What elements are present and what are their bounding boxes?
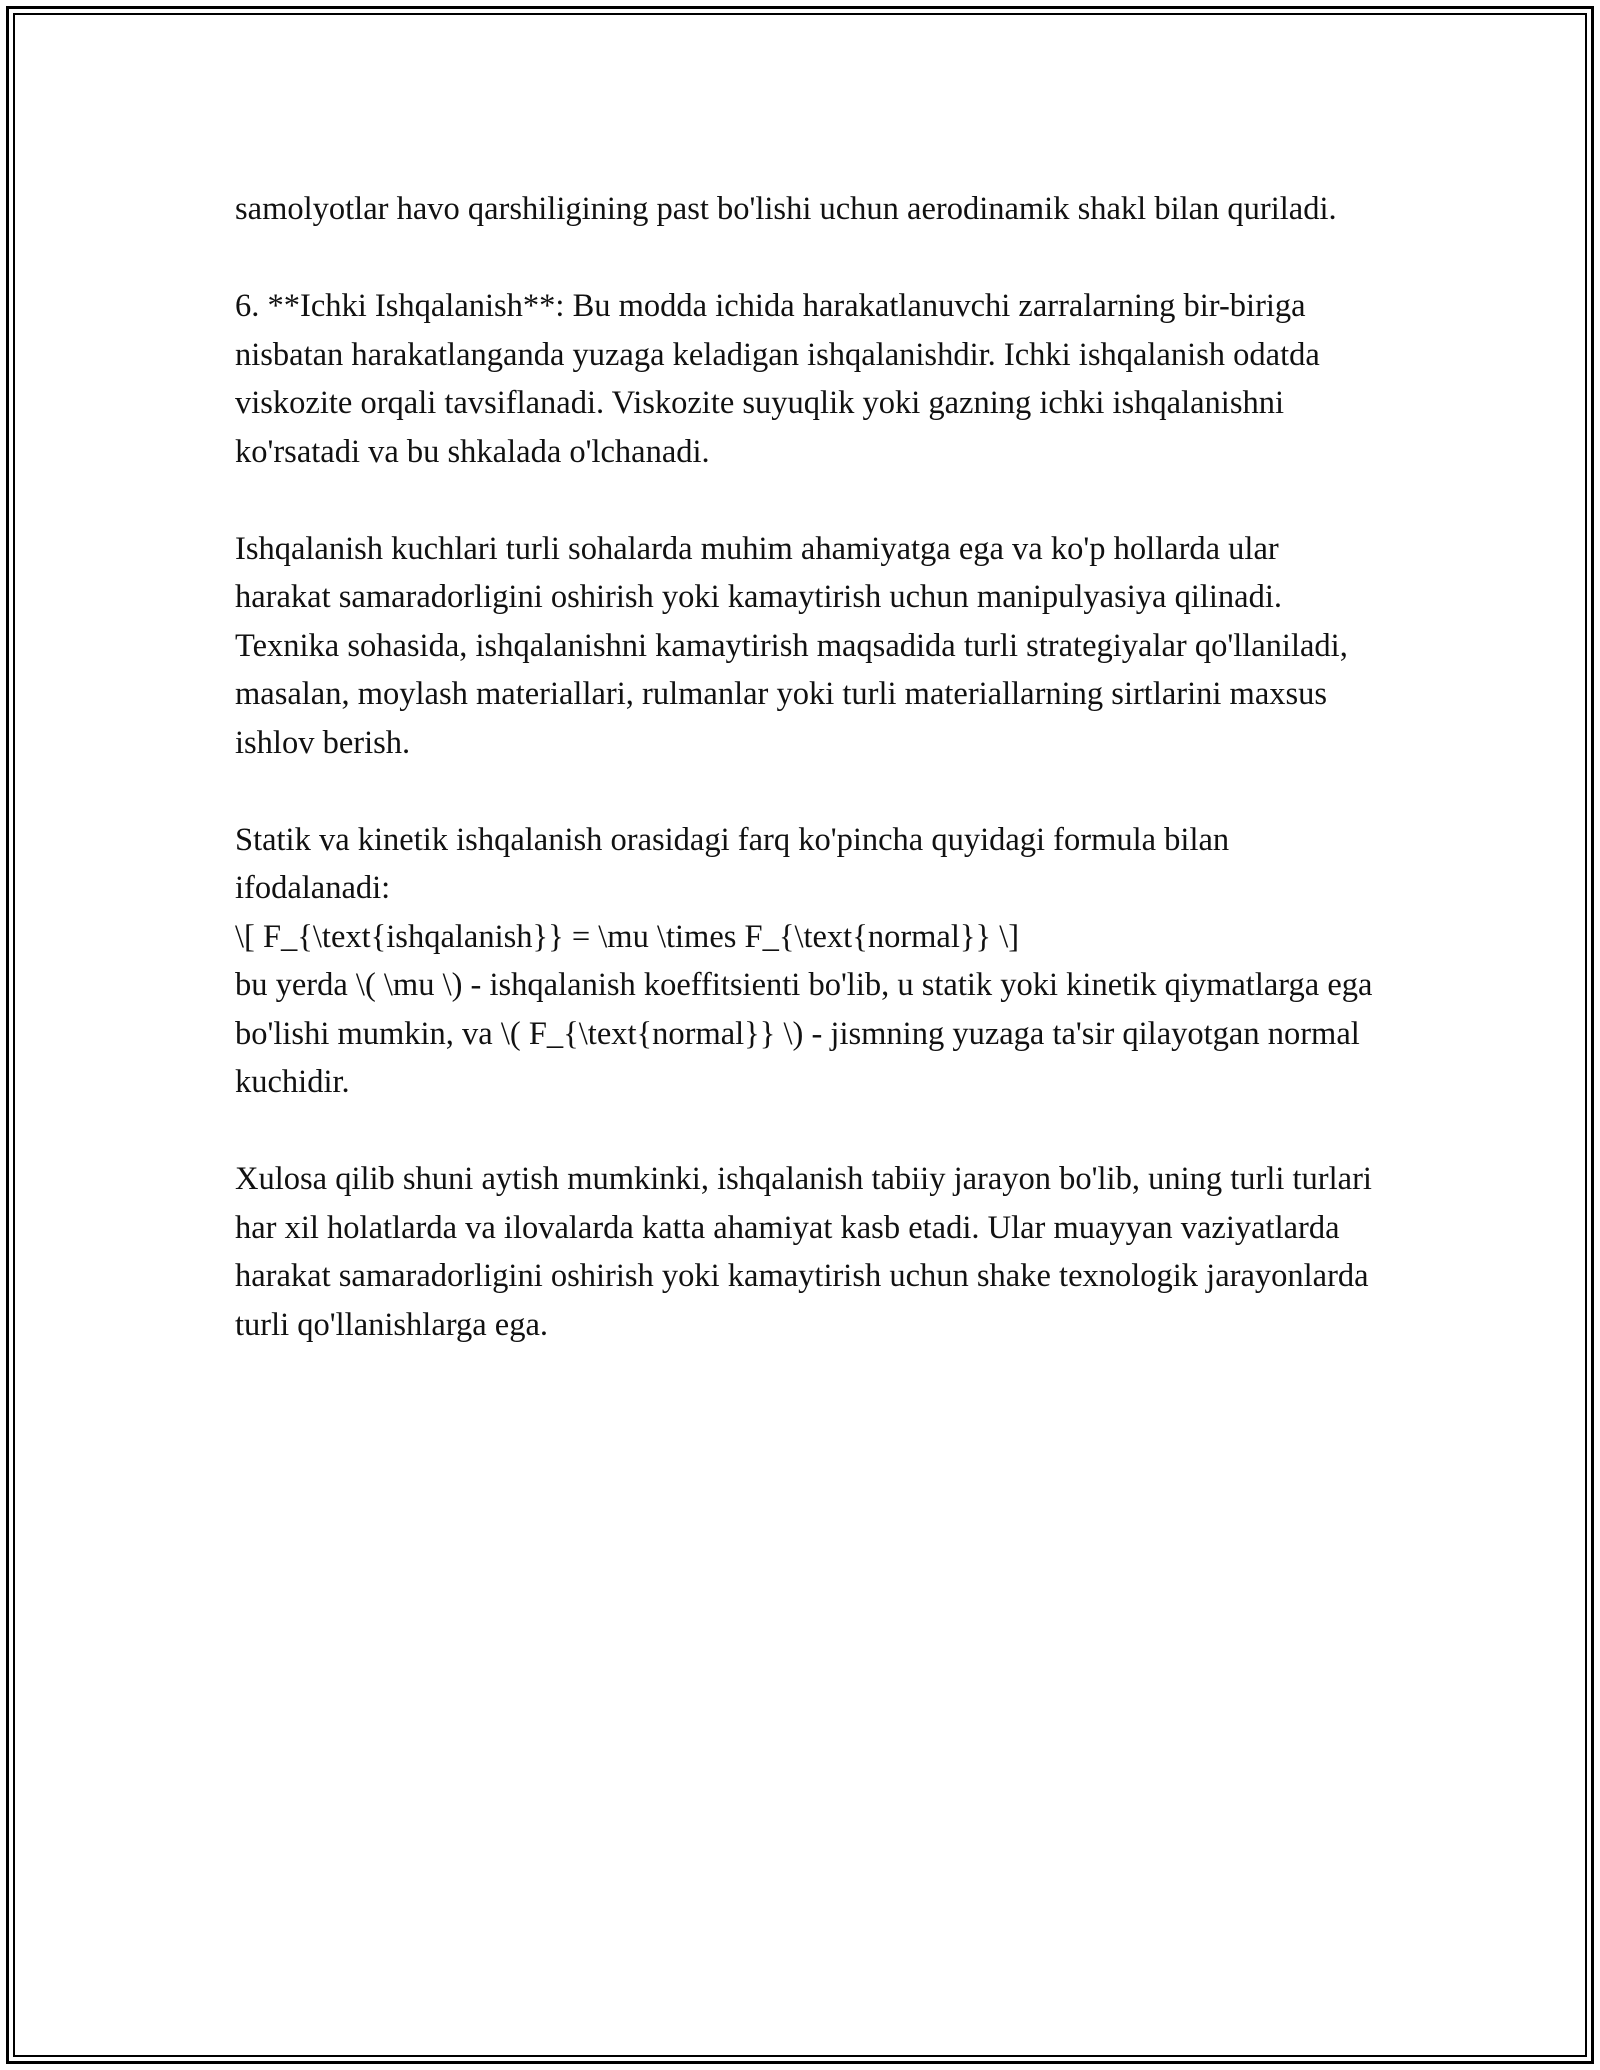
paragraph-formula-intro: Statik va kinetik ishqalanish orasidagi farq ko'pincha quyidagi formula bilan ifodalanadi: (235, 821, 1230, 906)
document-body (235, 185, 1375, 1398)
paragraph-friction-applications: Ishqalanish kuchlari turli sohalarda muhim ahamiyatga ega va ko'p hollarda ular harakat samaradorligini oshirish yoki kamaytirish uchun manipulyasiya qilinadi. Texnika sohasida, ishqalanishni kamaytirish maqsadida turli strategiyalar qo'llaniladi, masalan, moylash materiallari, rulmanlar yoki turli materiallarning sirtlarini maxsus ishlov berish. (235, 530, 1348, 761)
paragraph-conclusion: Xulosa qilib shuni aytish mumkinki, ishqalanish tabiiy jarayon bo'lib, uning turli turlari har xil holatlarda va ilovalarda katta ahamiyat kasb etadi. Ular muayyan vaziyatlarda harakat samaradorligini oshirish yoki kamaytirish uchun shake texnologik jarayonlarda turli qo'llanishlarga ega. (235, 1161, 1372, 1343)
paragraph-formula-explanation: bu yerda \( \mu \) - ishqalanish koeffitsienti bo'lib, u statik yoki kinetik qiymatlarga ega bo'lishi mumkin, va \( F_{\text{normal}} \) - jismning yuzaga ta'sir qilayotgan normal kuchidir. (235, 967, 1373, 1100)
formula-line: \[ F_{\text{ishqalanish}} = \mu \times F_{\text{normal}} \] (235, 918, 1020, 955)
paragraph-internal-friction: 6. **Ichki Ishqalanish**: Bu modda ichida harakatlanuvchi zarralarning bir-biriga nisbatan harakatlanganda yuzaga keladigan ishqalanishdir. Ichki ishqalanish odatda viskozite orqali tavsiflanadi. Viskozite suyuqlik yoki gazning ichki ishqalanishni ko'rsatadi va bu shkalada o'lchanadi. (235, 288, 1320, 470)
paragraph-aerodynamics: samolyotlar havo qarshiligining past bo'lishi uchun aerodinamik shakl bilan quriladi. (235, 191, 1337, 227)
